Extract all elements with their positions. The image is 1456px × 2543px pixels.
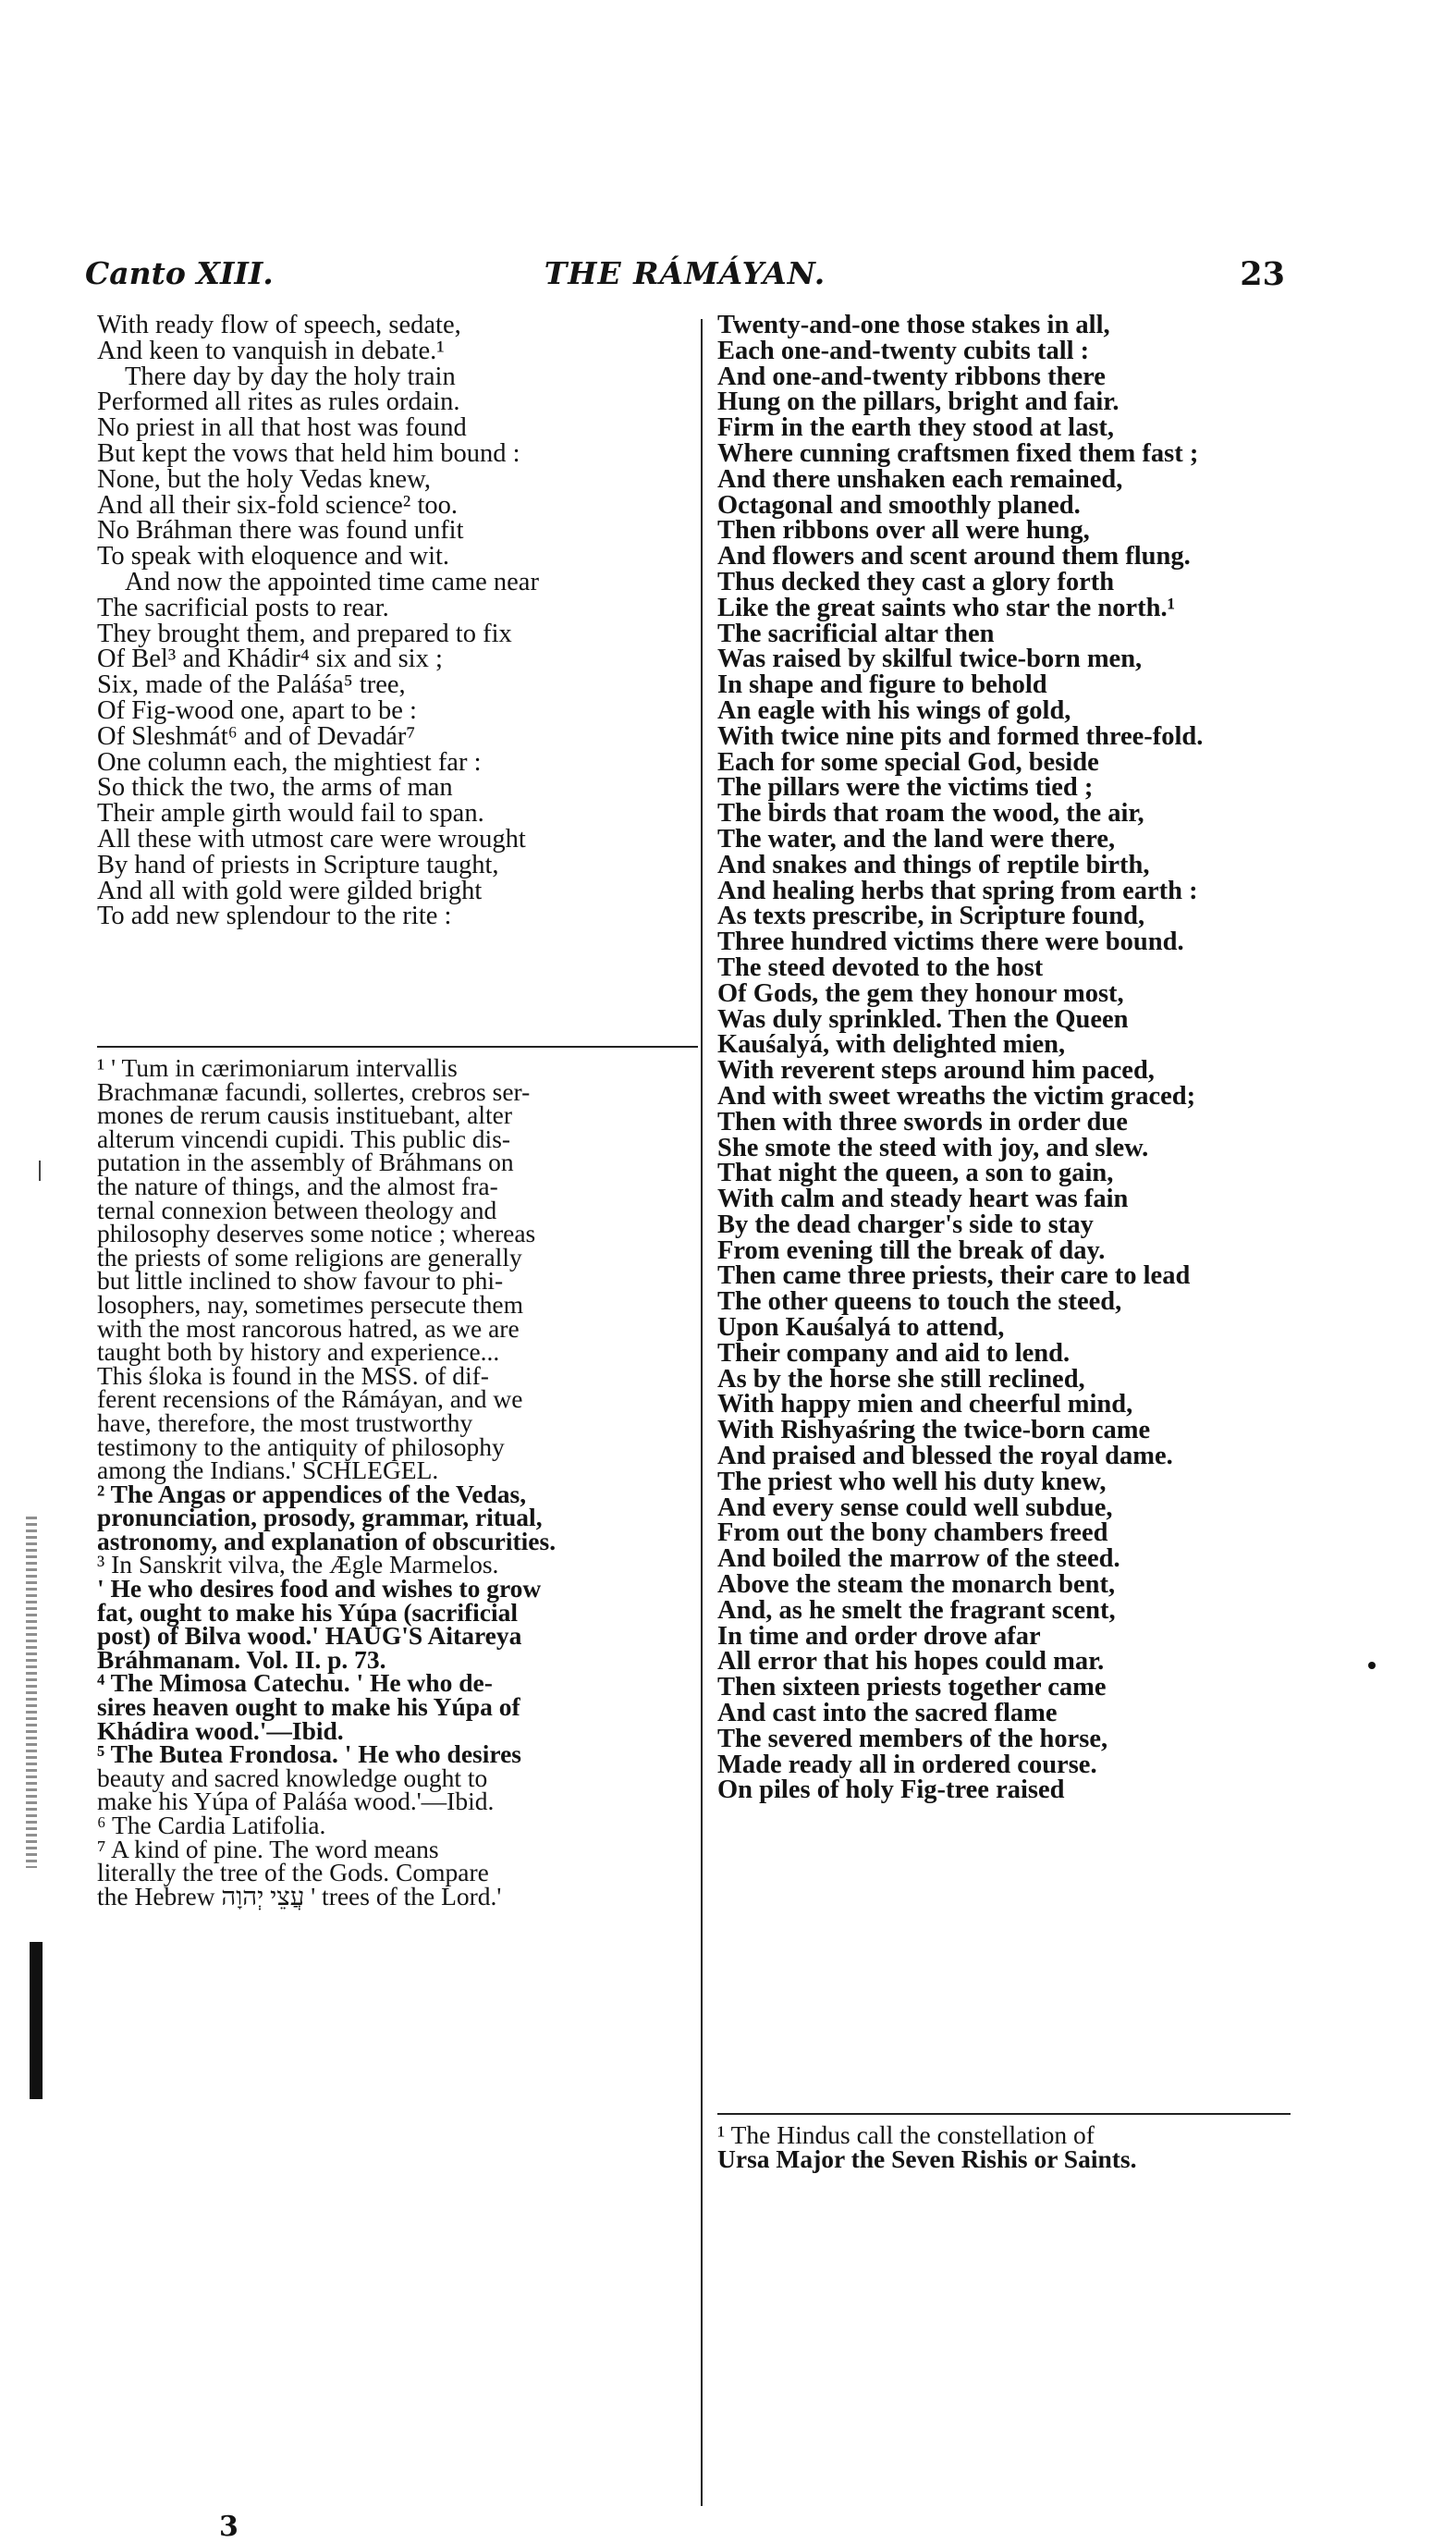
verse-line: And healing herbs that spring from earth : xyxy=(717,876,1198,905)
footnote-line: testimony to the antiquity of philosophy xyxy=(97,1431,505,1461)
footnote-line: make his Yúpa of Paláśa wood.'—Ibid. xyxy=(97,1787,495,1816)
footnote-line: Ursa Major the Seven Rishis or Saints. xyxy=(717,2144,1137,2173)
verse-line: She smote the steed with joy, and slew. xyxy=(717,1133,1149,1162)
verse-line: And now the appointed time came near xyxy=(125,567,539,596)
verse-line: The other queens to touch the steed, xyxy=(717,1287,1122,1317)
verse-line: The steed devoted to the host xyxy=(717,952,1044,982)
verse-line: Performed all rites as rules ordain. xyxy=(97,387,460,417)
page-number: 23 xyxy=(1240,255,1285,293)
verse-line: And with sweet wreaths the victim graced; xyxy=(717,1081,1196,1111)
footnote-line: mones de rerum causis instituebant, alter xyxy=(97,1100,513,1130)
verse-line: The pillars were the victims tied ; xyxy=(717,773,1094,803)
verse-line: No Bráhman there was found unfit xyxy=(97,516,464,546)
verse-line: And one-and-twenty ribbons there xyxy=(717,362,1106,391)
verse-line: The priest who well his duty knew, xyxy=(717,1467,1107,1496)
verse-line: From evening till the break of day. xyxy=(717,1235,1106,1265)
verse-line: Then ribbons over all were hung, xyxy=(717,516,1090,546)
footnote-line: philosophy deserves some notice ; whereas xyxy=(97,1219,536,1248)
verse-line: All these with utmost care were wrought xyxy=(97,824,526,854)
verse-line: The water, and the land were there, xyxy=(717,824,1116,854)
footnote-line: This śloka is found in the MSS. of dif- xyxy=(97,1360,489,1390)
footnote-line: ¹ The Hindus call the constellation of xyxy=(717,2120,1095,2149)
verse-line: With reverent steps around him paced, xyxy=(717,1056,1155,1086)
footnote-line: post) of Bilva wood.' HAUG'S Aitareya xyxy=(97,1621,522,1651)
verse-line: Then came three priests, their care to lead xyxy=(717,1261,1191,1291)
verse-line: Of Gods, the gem they honour most, xyxy=(717,978,1124,1008)
margin-scribble xyxy=(26,1517,37,1868)
verse-line: To speak with eloquence and wit. xyxy=(97,542,450,571)
footnote-line: ⁴ The Mimosa Catechu. ' He who de- xyxy=(97,1668,493,1698)
verse-line: In shape and figure to behold xyxy=(717,670,1047,700)
footnote-line: taught both by history and experience... xyxy=(97,1337,500,1367)
verse-line: Like the great saints who star the north.¹ xyxy=(717,593,1176,622)
verse-line: Firm in the earth they stood at last, xyxy=(717,413,1115,443)
footnote-line: literally the tree of the Gods. Compare xyxy=(97,1858,489,1887)
verse-line: The birds that roam the wood, the air, xyxy=(717,799,1144,829)
verse-line: In time and order drove afar xyxy=(717,1621,1041,1651)
footnote-line: with the most rancorous hatred, as we are xyxy=(97,1313,520,1343)
verse-line: Then with three swords in order due xyxy=(717,1107,1128,1136)
right-verse-column xyxy=(717,313,1309,1803)
verse-line: But kept the vows that held him bound : xyxy=(97,438,520,468)
footnote-line: ³ In Sanskrit vilva, the Ægle Marmelos. xyxy=(97,1550,499,1579)
footnote-line: alterum vincendi cupidi. This public dis- xyxy=(97,1124,511,1153)
verse-line: With twice nine pits and formed three-fold. xyxy=(717,721,1204,751)
verse-line: And boiled the marrow of the steed. xyxy=(717,1544,1120,1574)
footnote-line: fat, ought to make his Yúpa (sacrificial xyxy=(97,1597,519,1627)
verse-line: Each one-and-twenty cubits tall : xyxy=(717,336,1090,365)
verse-line: So thick the two, the arms of man xyxy=(97,773,453,803)
footnote-line: among the Indians.' SCHLEGEL. xyxy=(97,1456,439,1485)
margin-dot xyxy=(1368,1662,1376,1669)
footnote-line: Brachmanæ facundi, sollertes, crebros ser- xyxy=(97,1076,531,1106)
verse-line: Of Sleshmát⁶ and of Devadár⁷ xyxy=(97,721,416,751)
verse-line: On piles of holy Fig-tree raised xyxy=(717,1775,1065,1805)
margin-bar xyxy=(30,1942,43,2099)
verse-line: Made ready all in ordered course. xyxy=(717,1750,1097,1779)
verse-line: One column each, the mightiest far : xyxy=(97,747,482,777)
verse-line: And all with gold were gilded bright xyxy=(97,876,483,905)
footnote-line: astronomy, and explanation of obscurities. xyxy=(97,1526,557,1555)
running-header xyxy=(85,255,1285,301)
footnote-line: the priests of some religions are generally xyxy=(97,1242,522,1272)
footnote-line: the Hebrew עֲצֵי יְהוָה ' trees of the Lord.' xyxy=(97,1881,502,1910)
verse-line: None, but the holy Vedas knew, xyxy=(97,464,431,494)
verse-line: And snakes and things of reptile birth, xyxy=(717,850,1150,879)
footnote-line: losophers, nay, sometimes persecute them xyxy=(97,1289,524,1319)
verse-line: No priest in all that host was found xyxy=(97,413,467,443)
verse-line: And keen to vanquish in debate.¹ xyxy=(97,336,445,365)
footnote-line: ⁶ The Cardia Latifolia. xyxy=(97,1811,326,1839)
footnote-line: Bráhmanam. Vol. II. p. 73. xyxy=(97,1644,386,1674)
footnote-line: have, therefore, the most trustworthy xyxy=(97,1407,473,1437)
verse-line: All error that his hopes could mar. xyxy=(717,1647,1105,1677)
verse-line: Where cunning craftsmen fixed them fast ; xyxy=(717,438,1199,468)
right-footnotes xyxy=(717,2120,1309,2173)
footnote-line: ¹ ' Tum in cærimoniarum intervallis xyxy=(97,1053,458,1082)
verse-line: Upon Kauśalyá to attend, xyxy=(717,1313,1005,1343)
verse-line: Octagonal and smoothly planed. xyxy=(717,490,1081,520)
verse-line: Then sixteen priests together came xyxy=(717,1673,1107,1702)
margin-mark xyxy=(39,1161,41,1181)
footnote-rule-right xyxy=(717,2113,1291,2115)
footnote-line: the nature of things, and the almost fra- xyxy=(97,1171,498,1200)
verse-line: As texts prescribe, in Scripture found, xyxy=(717,902,1145,931)
footnote-line: ² The Angas or appendices of the Vedas, xyxy=(97,1479,527,1508)
verse-line: With Rishyaśring the twice-born came xyxy=(717,1416,1151,1445)
signature-mark: 3 xyxy=(219,2511,239,2543)
verse-line: And every sense could well subdue, xyxy=(717,1493,1113,1522)
verse-line: Was duly sprinkled. Then the Queen xyxy=(717,1004,1129,1034)
verse-line: The sacrificial posts to rear. xyxy=(97,593,389,622)
verse-line: Kauśalyá, with delighted mien, xyxy=(717,1030,1066,1060)
verse-line: There day by day the holy train xyxy=(125,362,456,391)
verse-line: That night the queen, a son to gain, xyxy=(717,1159,1114,1188)
verse-line: And flowers and scent around them flung. xyxy=(717,542,1191,571)
verse-line: And cast into the sacred flame xyxy=(717,1699,1058,1728)
left-footnotes xyxy=(97,1053,698,1910)
verse-line: Of Bel³ and Khádir⁴ six and six ; xyxy=(97,645,443,674)
footnote-line: ternal connexion between theology and xyxy=(97,1195,497,1224)
footnote-line: ferent recensions of the Rámáyan, and we xyxy=(97,1384,523,1414)
verse-line: Twenty-and-one those stakes in all, xyxy=(717,311,1110,339)
footnote-line: sires heaven ought to make his Yúpa of xyxy=(97,1692,520,1722)
footnote-line: Khádira wood.'—Ibid. xyxy=(97,1715,344,1745)
verse-line: Six, made of the Paláśa⁵ tree, xyxy=(97,670,406,700)
footnote-line: pronunciation, prosody, grammar, ritual, xyxy=(97,1503,543,1532)
verse-line: The severed members of the horse, xyxy=(717,1724,1108,1753)
verse-line: And praised and blessed the royal dame. xyxy=(717,1442,1173,1471)
verse-line: From out the bony chambers freed xyxy=(717,1518,1108,1548)
footnote-line: beauty and sacred knowledge ought to xyxy=(97,1763,488,1792)
verse-line: By hand of priests in Scripture taught, xyxy=(97,850,499,879)
verse-line: With ready flow of speech, sedate, xyxy=(97,311,461,339)
footnote-rule-left xyxy=(97,1046,698,1048)
running-title: THE RÁMÁYAN. xyxy=(544,255,826,291)
verse-line: Their company and aid to lend. xyxy=(717,1338,1071,1368)
verse-line: To add new splendour to the rite : xyxy=(97,902,452,931)
verse-line: Hung on the pillars, bright and fair. xyxy=(717,387,1120,417)
footnote-line: ⁷ A kind of pine. The word means xyxy=(97,1834,439,1863)
verse-line: Three hundred victims there were bound. xyxy=(717,928,1184,957)
verse-line: Their ample girth would fail to span. xyxy=(97,799,484,829)
verse-line: As by the horse she still reclined, xyxy=(717,1364,1085,1394)
footnote-line: ⁵ The Butea Frondosa. ' He who desires xyxy=(97,1739,521,1769)
verse-line: And there unshaken each remained, xyxy=(717,464,1123,494)
verse-line: Each for some special God, beside xyxy=(717,747,1099,777)
verse-line: With calm and steady heart was fain xyxy=(717,1185,1129,1214)
footnote-line: but little inclined to show favour to phi- xyxy=(97,1266,504,1296)
canto-label: Canto XIII. xyxy=(85,255,274,291)
verse-line: By the dead charger's side to stay xyxy=(717,1210,1094,1239)
verse-line: Of Fig-wood one, apart to be : xyxy=(97,695,417,725)
verse-line: An eagle with his wings of gold, xyxy=(717,695,1071,725)
footnote-line: putation in the assembly of Bráhmans on xyxy=(97,1148,514,1177)
column-divider xyxy=(701,319,703,2506)
verse-line: Thus decked they cast a glory forth xyxy=(717,567,1115,596)
verse-line: With happy mien and cheerful mind, xyxy=(717,1390,1133,1419)
verse-line: And all their six-fold science² too. xyxy=(97,490,459,520)
verse-line: Was raised by skilful twice-born men, xyxy=(717,645,1143,674)
verse-line: They brought them, and prepared to fix xyxy=(97,619,512,648)
left-verse-column xyxy=(97,313,698,929)
verse-line: Above the steam the monarch bent, xyxy=(717,1570,1116,1600)
verse-line: The sacrificial altar then xyxy=(717,619,995,648)
verse-line: And, as he smelt the fragrant scent, xyxy=(717,1595,1116,1625)
footnote-line: ' He who desires food and wishes to grow xyxy=(97,1574,542,1603)
